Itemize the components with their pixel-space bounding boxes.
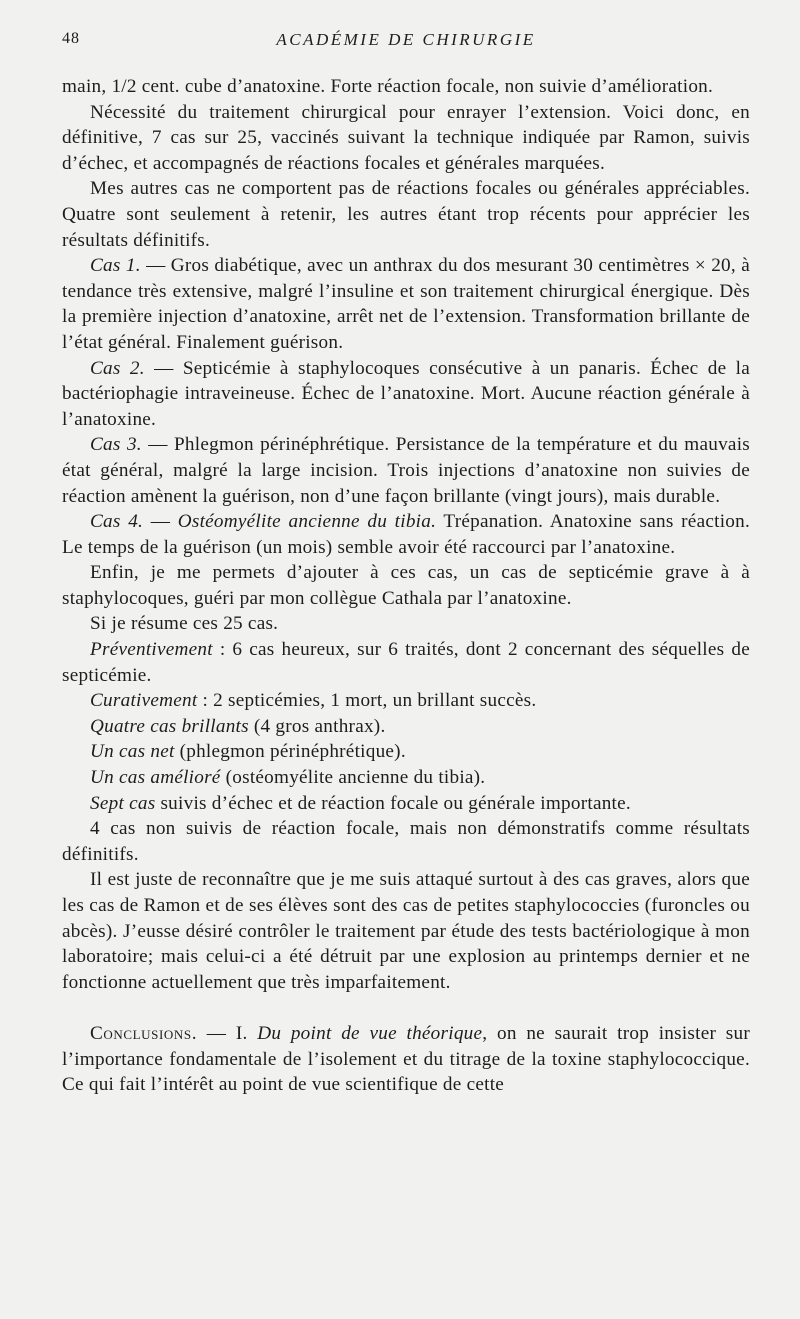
- case-paragraph: Cas 2. — Septicémie à staphylocoques consécutive à un panaris. Échec de la bactériophagie intraveineuse. Échec de l’anatoxine. Mort. Aucune réaction générale à l’anatoxine.: [62, 357, 750, 430]
- summary-item: Un cas net (phlegmon périnéphrétique).: [90, 741, 406, 763]
- summary-label: Quatre cas brillants: [90, 715, 249, 737]
- case-label: Cas 4.: [90, 511, 144, 533]
- case-label: Cas 2.: [90, 357, 145, 379]
- summary-label: Un cas amélioré: [90, 767, 221, 789]
- case-diagnosis: Ostéomyélite ancienne du tibia.: [177, 511, 437, 533]
- conclusions-paragraph: Conclusions. — I. Du point de vue théorique, on ne saurait trop insister sur l’importance fondamentale de l’isolement et du titrage de la toxine staphylococcique. Ce qui fait l’intérêt au point de vue scientifique de cette: [62, 1022, 750, 1096]
- paragraph: main, 1/2 cent. cube d’anatoxine. Forte réaction focale, non suivie d’amélioration.: [62, 76, 714, 97]
- summary-item: Curativement : 2 septicémies, 1 mort, un brillant succès.: [90, 690, 537, 712]
- paragraph: Il est juste de reconnaître que je me suis attaqué surtout à des cas graves, alors que les cas de Ramon et de ses élèves sont des cas de petites staphylococcies (furoncles ou abcès). J’eusse désiré contrôler le traitement par étude des tests bactériologique à mon laboratoire; mais celui-ci a été détruit par une explosion au printemps dernier et ne fonctionne actuellement que très imparfaitement.: [62, 869, 750, 993]
- running-title: ACADÉMIE DE CHIRURGIE: [276, 30, 536, 49]
- summary-item: Préventivement : 6 cas heureux, sur 6 traités, dont 2 concernant des séquelles de septicémie.: [62, 639, 750, 686]
- summary-label: Curativement: [90, 690, 198, 712]
- case-paragraph: Cas 3. — Phlegmon périnéphrétique. Persistance de la température et du mauvais état général, malgré la large incision. Trois injections d’anatoxine non suivies de réaction amènent la guérison, non d’une façon brillante (vingt jours), mais durable.: [62, 434, 750, 507]
- paragraph: Mes autres cas ne comportent pas de réactions focales ou générales appréciables. Quatre sont seulement à retenir, les autres étant trop récents pour apprécier les résultats définitifs.: [62, 178, 750, 251]
- conclusions-heading: Conclusions.: [90, 1022, 198, 1044]
- summary-item: 4 cas non suivis de réaction focale, mais non démonstratifs comme résultats définitifs.: [62, 818, 750, 865]
- case-label: Cas 1.: [90, 255, 141, 277]
- summary-item: Quatre cas brillants (4 gros anthrax).: [90, 715, 386, 737]
- summary-label: Préventivement: [90, 639, 213, 661]
- summary-item: Un cas amélioré (ostéomyélite ancienne du tibia).: [90, 767, 486, 789]
- conclusions-lead: Du point de vue théorique: [257, 1022, 483, 1044]
- paragraph: Si je résume ces 25 cas.: [90, 613, 279, 635]
- body-text: [62, 74, 750, 1098]
- summary-item: Sept cas suivis d’échec et de réaction focale ou générale importante.: [90, 792, 631, 814]
- page-header: [62, 30, 750, 54]
- paragraph: Enfin, je me permets d’ajouter à ces cas, un cas de septicémie grave à à staphylocoques, guéri par mon collègue Cathala par l’anatoxine.: [62, 562, 750, 609]
- case-paragraph: Cas 4. — Ostéomyélite ancienne du tibia. Trépanation. Anatoxine sans réaction. Le temps de la guérison (un mois) semble avoir été raccourci par l’anatoxine.: [62, 511, 751, 558]
- summary-label: Un cas net: [90, 741, 175, 763]
- paragraph: Nécessité du traitement chirurgical pour enrayer l’extension. Voici donc, en définitive, 7 cas sur 25, vaccinés suivant la technique indiquée par Ramon, suivis d’échec, et accompagnés de réactions focales et générales marquées.: [62, 101, 750, 174]
- case-label: Cas 3.: [90, 434, 142, 456]
- case-paragraph: Cas 1. — Gros diabétique, avec un anthrax du dos mesurant 30 centimètres × 20, à tendance très extensive, malgré l’insuline et son traitement chirurgical énergique. Dès la première injection d’anatoxine, arrêt net de l’extension. Transformation brillante de l’état général. Finalement guérison.: [62, 255, 750, 353]
- page-number: 48: [62, 30, 80, 47]
- summary-label: Sept cas: [90, 792, 156, 814]
